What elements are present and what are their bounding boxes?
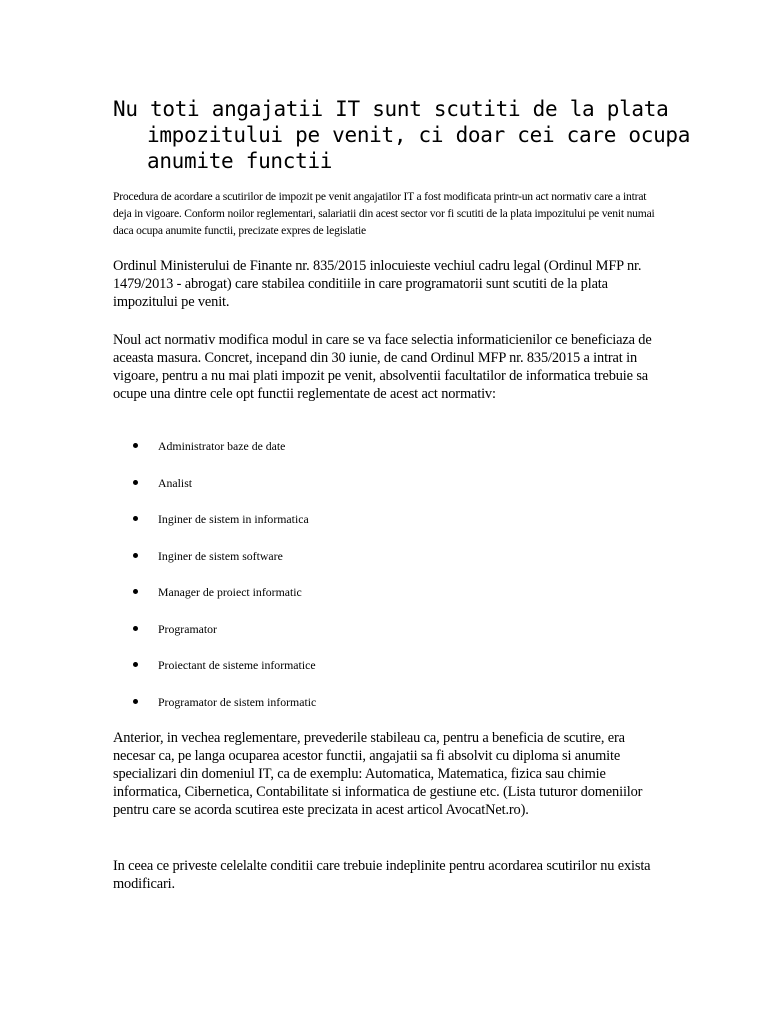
list-item-label: Programator — [158, 621, 217, 636]
article-lead: Procedura de acordare a scutirilor de impozit pe venit angajatilor IT a fost modificata printr-un act normativ care a intrat deja in vigoare. Conform noilor reglementari, salariatii din acest sector vor fi scutiti de la plata impozitului pe venit numai daca ocupa anumite functii, precizate expres de legislatie — [113, 190, 655, 237]
bullet-icon — [133, 699, 138, 704]
list-item — [113, 473, 658, 510]
bullet-icon — [133, 553, 138, 558]
list-item — [113, 436, 658, 473]
list-item-label: Manager de proiect informatic — [158, 585, 302, 599]
paragraph-new-act: Noul act normativ modifica modul in care se va face selectia informaticienilor ce beneficiaza de aceasta masura. Concret, incepand din 30 iunie, de cand Ordinul MFP nr. 835/2015 a intrat in vigoare, pentru a nu mai plati impozit pe venit, absolventii facultatilor de informatica trebuie sa ocupe una dintre cele opt functii reglementate de acest act normativ: — [113, 332, 652, 402]
bullet-icon — [133, 626, 138, 631]
bullet-icon — [133, 662, 138, 667]
list-item-label: Administrator baze de date — [158, 439, 286, 453]
paragraph-previous-rules: Anterior, in vechea reglementare, prevederile stabileau ca, pentru a beneficia de scutire, era necesar ca, pe langa ocuparea acestor functii, angajatii sa fi absolvit cu diploma si anumite specializari din domeniul IT, ca de exemplu: Automatica, Matematica, fizica sau chimie informatica, Cibernetica, Contabilitate si informatica de gestiune etc. (Lista tuturor domeniilor pentru care se acorda scutirea este precizata in acest articol AvocatNet.ro). — [113, 730, 643, 818]
functions-list — [113, 436, 658, 728]
article-title: Nu toti angajatii IT sunt scutiti de la plata impozitului pe venit, ci doar cei care ocupa anumite functii — [113, 97, 691, 173]
list-item-label: Inginer de sistem in informatica — [158, 512, 309, 526]
list-item — [113, 582, 658, 619]
bullet-icon — [133, 516, 138, 521]
bullet-icon — [133, 589, 138, 594]
bullet-icon — [133, 443, 138, 448]
list-item — [113, 692, 658, 729]
list-item-label: Programator de sistem informatic — [158, 694, 317, 709]
list-item-label: Analist — [158, 475, 193, 490]
list-item-label: Proiectant de sisteme informatice — [158, 658, 316, 672]
list-item — [113, 619, 658, 656]
bullet-icon — [133, 480, 138, 485]
list-item — [113, 655, 658, 692]
paragraph-order-replacement: Ordinul Ministerului de Finante nr. 835/2015 inlocuieste vechiul cadru legal (Ordinul MFP nr. 1479/2013 - abrogat) care stabilea conditiile in care programatorii sunt scutiti de la plata impozitului pe venit. — [113, 258, 642, 310]
list-item — [113, 509, 658, 546]
list-item — [113, 546, 658, 583]
list-item-label: Inginer de sistem software — [158, 548, 283, 563]
paragraph-other-conditions: In ceea ce priveste celelalte conditii care trebuie indeplinite pentru acordarea scutirilor nu exista modificari. — [113, 858, 651, 892]
